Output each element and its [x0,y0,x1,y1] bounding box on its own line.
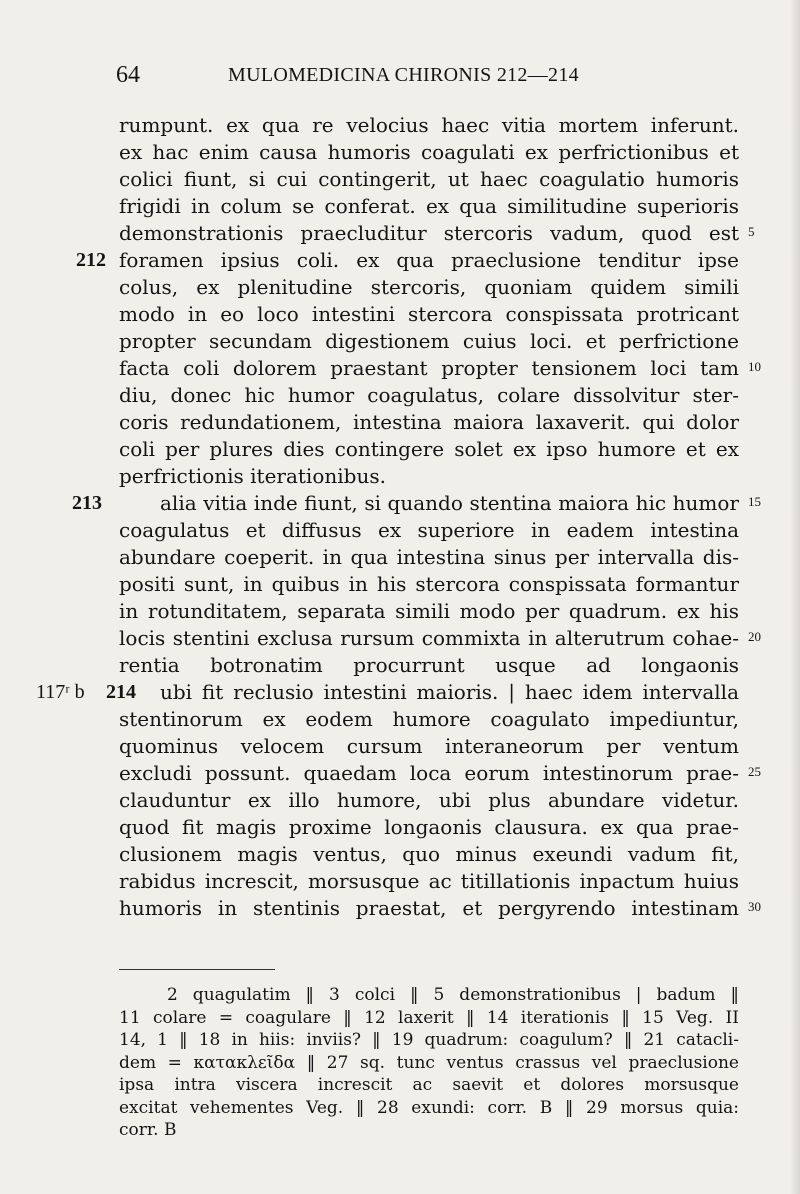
text-line [0,355,800,382]
section-number: 212 [76,249,106,271]
text-line [0,463,800,490]
line-text: clauduntur ex illo humore, ubi plus abundare videtur. [119,788,739,812]
line-number: 10 [748,359,761,374]
text-line [0,301,800,328]
section-number: 214 [106,681,136,703]
running-title: MULOMEDICINA CHIRONIS 212—214 [228,64,579,86]
footnote-line: 14, 1 ‖ 18 in hiis: inviis? ‖ 19 quadrum: coagulum? ‖ 21 catacli- [119,1030,739,1050]
line-number: 5 [748,224,755,239]
text-line [0,112,800,139]
text-line [0,868,800,895]
line-text: coagulatus et diffusus ex superiore in eadem intestina [119,518,739,542]
line-text: foramen ipsius coli. ex qua praeclusione tenditur ipse [119,248,739,272]
line-text: demonstrationis praecluditur stercoris vadum, quod est [119,221,739,245]
footnote-line: excitat vehementes Veg. ‖ 28 exundi: corr. B ‖ 29 morsus quia: [119,1097,739,1118]
folio-marker: 117ʳ b [36,681,85,703]
page-header [0,62,800,92]
text-line [0,409,800,436]
section-number: 213 [72,492,102,514]
line-text: rentia botronatim procurrunt usque ad longaonis [119,653,739,677]
footnote-line: dem = κατακλεῖδα ‖ 27 sq. tunc ventus crassus vel praeclusione [119,1052,739,1073]
line-text: humoris in stentinis praestat, et pergyrendo intestinam [119,896,739,920]
line-text: propter secundam digestionem cuius loci. et perfrictione [119,329,739,353]
line-text: colus, ex plenitudine stercoris, quoniam quidem simili [119,275,739,299]
text-line [0,193,800,220]
text-line [0,247,800,274]
line-number: 25 [748,764,761,779]
line-text: frigidi in colum se conferat. ex qua similitudine superioris [119,194,739,218]
critical-apparatus [119,984,739,1142]
line-text: quod fit magis proxime longaonis clausura. ex qua prae- [119,815,739,839]
text-line [0,706,800,733]
text-line [0,814,800,841]
line-text: stentinorum ex eodem humore coagulato impediuntur, [119,707,739,731]
text-line [0,625,800,652]
text-line [0,652,800,679]
text-line [0,571,800,598]
line-text: clusionem magis ventus, quo minus exeundi vadum fit, [119,842,739,866]
footnote-line: corr. B [119,1120,177,1140]
text-line [0,436,800,463]
page-number: 64 [116,62,140,88]
line-text: coli per plures dies contingere solet ex ipso humore et ex [119,437,739,461]
text-line [0,760,800,787]
text-line [0,328,800,355]
line-number: 20 [748,629,761,644]
line-text: excludi possunt. quaedam loca eorum intestinorum prae- [119,761,739,785]
line-number: 15 [748,494,761,509]
text-line [0,544,800,571]
text-line [0,679,800,706]
line-text: diu, donec hic humor coagulatus, colare dissolvitur ster- [119,383,739,407]
text-line [0,598,800,625]
text-line [0,787,800,814]
line-text: colici fiunt, si cui contingerit, ut haec coagulatio humoris [119,167,739,191]
line-text: ubi fit reclusio intestini maioris. | haec idem intervalla [160,680,739,704]
text-line [0,895,800,922]
line-text: rabidus increscit, morsusque ac titillationis inpactum huius [119,869,739,893]
text-line [0,139,800,166]
text-line [0,274,800,301]
line-text: rumpunt. ex qua re velocius haec vitia mortem inferunt. [119,113,739,137]
line-text: coris redundationem, intestina maiora laxaverit. qui dolor [119,410,739,434]
footnote-line: 11 colare = coagulare ‖ 12 laxerit ‖ 14 iterationis ‖ 15 Veg. II [119,1007,739,1028]
line-number: 30 [748,899,761,914]
line-text: perfrictionis iterationibus. [119,464,386,488]
line-text: abundare coeperit. in qua intestina sinus per intervalla dis- [119,545,739,569]
line-text: locis stentini exclusa rursum commixta in alterutrum cohae- [119,626,739,650]
text-line [0,517,800,544]
footnote-line: 2 quagulatim ‖ 3 colci ‖ 5 demonstrationibus | badum ‖ [167,985,739,1005]
text-line [0,166,800,193]
line-text: modo in eo loco intestini stercora conspissata protricant [119,302,739,326]
line-text: positi sunt, in quibus in his stercora conspissata formantur [119,572,739,596]
text-line [0,733,800,760]
footnote-rule [119,969,275,970]
text-line [0,490,800,517]
line-text: in rotunditatem, separata simili modo per quadrum. ex his [119,599,739,623]
text-line [0,382,800,409]
line-text: facta coli dolorem praestant propter tensionem loci tam [119,356,739,380]
text-line [0,841,800,868]
line-text: alia vitia inde fiunt, si quando stentina maiora hic humor [160,491,739,515]
line-text: quominus velocem cursum interaneorum per ventum [119,734,739,758]
text-line [0,220,800,247]
footnote-line: ipsa intra viscera increscit ac saevit et dolores morsusque [119,1075,739,1095]
line-text: ex hac enim causa humoris coagulati ex perfrictionibus et [119,140,739,164]
